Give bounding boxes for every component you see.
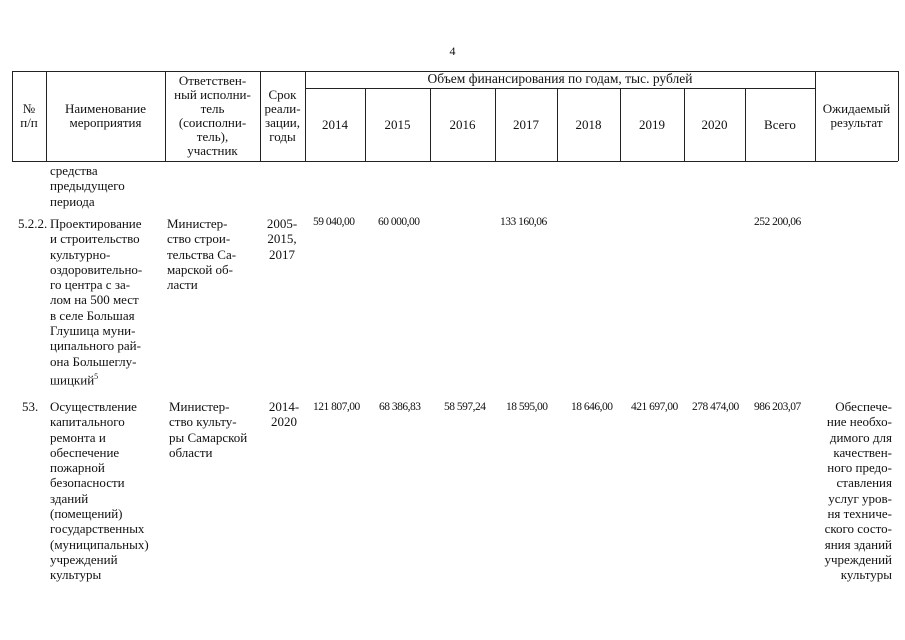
- row-value-2015: 68 386,83: [379, 401, 421, 413]
- header-year: 2019: [639, 116, 665, 132]
- header-bottom-border: [12, 161, 898, 162]
- table-header: [12, 71, 898, 161]
- row-number: 5.2.2.: [18, 216, 48, 231]
- row-result: Обеспече- ние необхо- димого для качествен- ного предо- ставления услуг уров- ня техниче- ского состо- яния зданий учреждений культуры: [824, 399, 892, 583]
- header-year: 2015: [384, 116, 411, 132]
- row-name: [50, 216, 142, 388]
- row-number: 53.: [22, 399, 39, 414]
- row-value-2019: 421 697,00: [631, 401, 678, 413]
- header-total: Всего: [764, 116, 796, 132]
- header-no: № п/п: [20, 101, 38, 130]
- row-value-2020: 278 474,00: [692, 401, 739, 413]
- row-value-2017: 18 595,00: [506, 401, 548, 413]
- row-name: Осуществление капитального ремонта и обеспечение пожарной безопасности зданий (помещений) государственных (муниципальных) учреждений культуры: [50, 399, 149, 583]
- header-year: 2014: [322, 116, 348, 132]
- row-value-total: 252 200,06: [754, 216, 801, 228]
- row-value-2014: 59 040,00: [313, 216, 355, 228]
- row-responsible: Министер- ство строи- тельства Са- марской об- ласти: [167, 216, 237, 293]
- header-responsible: Ответствен- ный исполни- тель (соисполни- тель), участник: [174, 73, 251, 158]
- row-name-text: Проектирование и строительство культурно- оздоровительно- го центра с за- лом на 500 мест в селе Большая Глушица муни- ципального рай- она Большеглу- шицкий: [50, 216, 143, 388]
- header-name: Наименование мероприятия: [65, 101, 146, 130]
- row-value-2016: 58 597,24: [444, 401, 486, 413]
- header-year: 2018: [575, 116, 602, 132]
- row-value-2015: 60 000,00: [378, 216, 420, 228]
- row-value-2017: 133 160,06: [500, 216, 547, 228]
- row-value-2018: 18 646,00: [571, 401, 613, 413]
- footnote-mark: 5: [94, 371, 99, 381]
- page-number: 4: [449, 44, 456, 58]
- header-year: 2016: [449, 116, 476, 132]
- header-funding-title: Объем финансирования по годам, тыс. рублей: [427, 71, 693, 86]
- header-term: Срок реали- зации, годы: [264, 87, 301, 144]
- col-divider: [898, 71, 899, 161]
- row-term: 2014- 2020: [268, 399, 300, 430]
- header-result: Ожидаемый результат: [822, 101, 891, 130]
- row-term: 2005- 2015, 2017: [266, 216, 298, 262]
- continuation-text: средства предыдущего периода: [50, 163, 125, 209]
- row-value-total: 986 203,07: [754, 401, 801, 413]
- row-value-2014: 121 807,00: [313, 401, 360, 413]
- header-year: 2020: [701, 116, 728, 132]
- header-year: 2017: [513, 116, 539, 132]
- row-responsible: Министер- ство культу- ры Самарской области: [169, 399, 248, 460]
